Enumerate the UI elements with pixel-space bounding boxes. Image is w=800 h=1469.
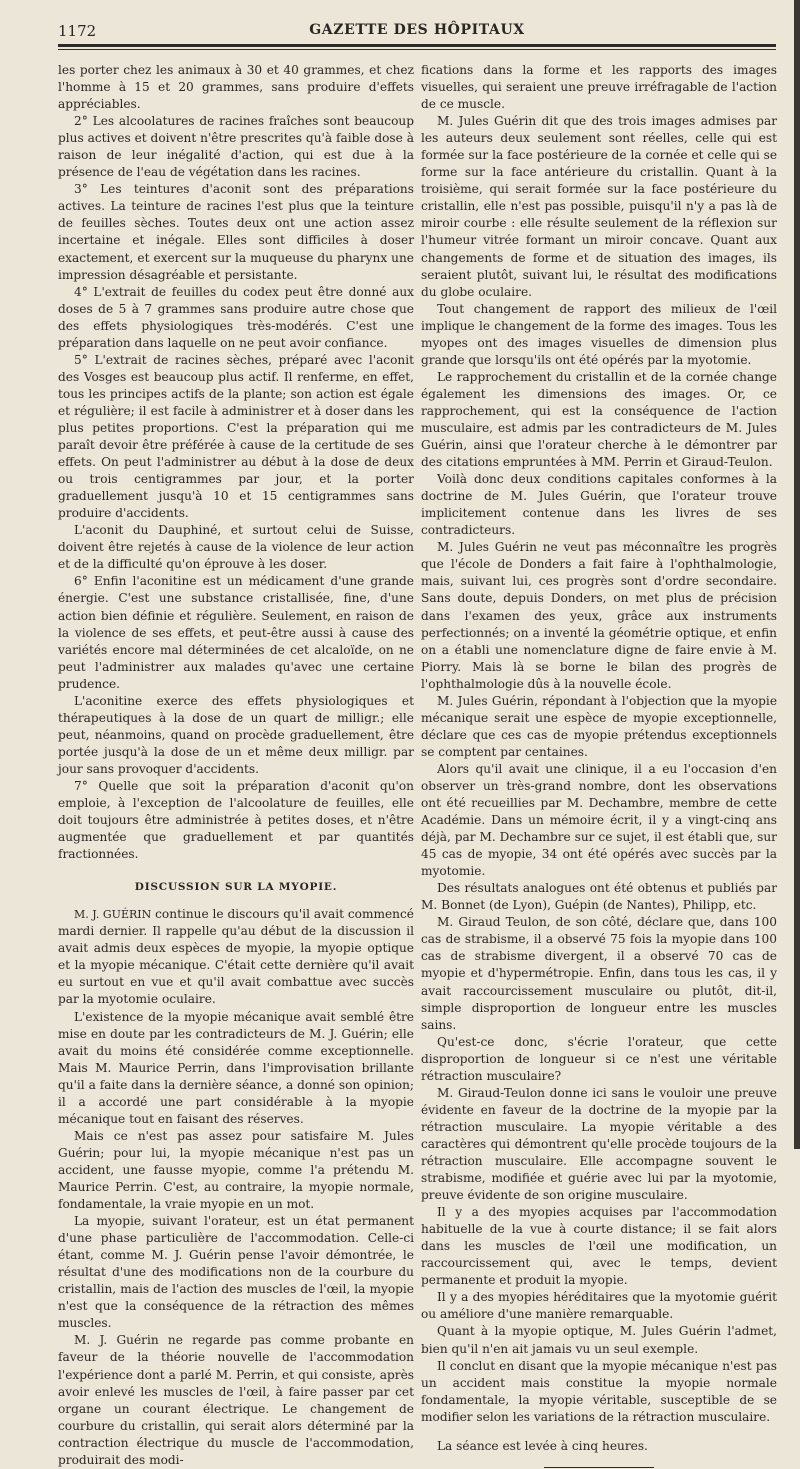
paragraph: Tout changement de rapport des milieux de l'œil implique le changement de la forme des images. Tous les myopes ont des images visuelles de dimension plus grande que lorsqu'ils ont été opérés par la myotomie.: [421, 301, 777, 367]
paragraph: M. Jules Guérin, répondant à l'objection que la myopie mécanique serait une espèce de myopie exceptionnelle, déclare que ces cas de myopie prétendus exceptionnels se comptent par centaines.: [421, 693, 777, 759]
paragraph: Le rapprochement du cristallin et de la cornée change également les dimensions des images. Or, ce rapprochement, qui est la conséquence de l'action musculaire, est admis par les contradicteurs de M. Jules Guérin, ainsi que l'orateur cherche à le démontrer par des citations empruntées à MM. Perrin et Giraud-Teulon.: [421, 369, 777, 470]
speaker-name: M. J. GUÉRIN: [74, 908, 152, 922]
paragraph: 5° L'extrait de racines sèches, préparé avec l'aconit des Vosges est beaucoup plus actif. Il renferme, en effet, tous les principes actifs de la plante; son action est égale et régulière; il est facile à administrer et à doser dans les plus petites proportions. C'est la préparation qui me paraît devoir être préférée à cause de la certitude de ses effets. On peut l'administrer au début à la dose de deux ou trois centigrammes par jour, et la porter graduellement jusqu'à 10 et 15 centigrammes sans produire d'accidents.: [58, 352, 414, 521]
paragraph: les porter chez les animaux à 30 et 40 grammes, et chez l'homme à 15 et 20 grammes, sans produire d'effets appréciables.: [58, 63, 414, 112]
left-column: [58, 62, 414, 1469]
paragraph: M. Giraud Teulon, de son côté, déclare que, dans 100 cas de strabisme, il a observé 75 fois la myopie dans 100 cas de strabisme divergent, il a observé 70 cas de myopie et d'hypermétropie. Enfin, dans tous les cas, il y avait raccourcissement musculaire ou plutôt, dit-il, simple disproportion de longueur entre les muscles sains.: [421, 915, 777, 1032]
paragraph: 3° Les teintures d'aconit sont des préparations actives. La teinture de racines l'est plus que la teinture de feuilles sèches. Toutes deux ont une action assez incertaine et inégale. Elles sont difficiles à doser exactement, et exercent sur la muqueuse du pharynx une impression désagréable et persistante.: [58, 182, 414, 282]
page-number: 1172: [58, 22, 97, 40]
right-column: [421, 62, 777, 1468]
paragraph: M. Giraud-Teulon donne ici sans le vouloir une preuve évidente en faveur de la doctrine de la myopie par la rétraction musculaire. La myopie véritable a des caractères qui démontrent qu'elle procède toujours de la rétraction musculaire. Elle accompagne souvent le strabisme, modifiée et guérie avec lui par la myotomie, preuve évidente de son origine musculaire.: [421, 1085, 777, 1203]
header-rule-thick: [58, 44, 776, 47]
paragraph: La myopie, suivant l'orateur, est un état permanent d'une phase particulière de l'accommodation. Celle-ci étant, comme M. J. Guérin pense l'avoir démontrée, le résultat d'une des modifications non de la courbure du cristallin, mais de l'action des muscles de l'œil, la myopie n'est que la conséquence de la rétraction des mêmes muscles.: [58, 1214, 414, 1331]
section-heading: DISCUSSION SUR LA MYOPIE.: [134, 881, 338, 894]
closing-line: La séance est levée à cinq heures.: [437, 1438, 648, 1453]
paragraph: M. Jules Guérin ne veut pas méconnaître les progrès que l'école de Donders a fait faire à l'ophthalmologie, mais, suivant lui, ces progrès sont d'ordre secondaire. Sans doute, depuis Donders, on met plus de précision dans l'examen des yeux, grâce aux instruments perfectionnés; on a inventé la géométrie optique, et enfin on a établi une nomenclature digne de faire envie à M. Piorry. Mais là se borne le bilan des progrès de l'ophthalmologie dûs à la nouvelle école.: [421, 540, 777, 691]
paragraph: L'aconit du Dauphiné, et surtout celui de Suisse, doivent être rejetés à cause de la violence de leur action et de la difficulté qu'on éprouve à les doser.: [58, 523, 414, 572]
page-edge: [794, 0, 800, 1149]
paragraph: Quant à la myopie optique, M. Jules Guérin l'admet, bien qu'il n'en ait jamais vu un seul exemple.: [421, 1324, 777, 1356]
paragraph: Des résultats analogues ont été obtenus et publiés par M. Bonnet (de Lyon), Guépin (de Nantes), Philipp, etc.: [421, 881, 777, 913]
end-rule: [544, 1467, 654, 1468]
paragraph: Mais ce n'est pas assez pour satisfaire M. Jules Guérin; pour lui, la myopie mécanique n'est pas un accident, une fausse myopie, comme l'a prétendu M. Maurice Perrin. C'est, au contraire, la myopie normale, fondamentale, la vraie myopie en un mot.: [58, 1128, 414, 1212]
journal-title: GAZETTE DES HÔPITAUX: [309, 22, 525, 38]
paragraph: 4° L'extrait de feuilles du codex peut être donné aux doses de 5 à 7 grammes sans produire autre chose que des effets physiologiques très-modérés. C'est une préparation dans laquelle on ne peut avoir confiance.: [58, 284, 414, 350]
page-header: [58, 20, 776, 44]
paragraph: Voilà donc deux conditions capitales conformes à la doctrine de M. Jules Guérin, que l'orateur trouve implicitement contenue dans les livres de ses contradicteurs.: [421, 472, 777, 538]
header-rule-thin: [58, 49, 776, 50]
paragraph: Il y a des myopies acquises par l'accommodation habituelle de la vue à courte distance; il se fait alors dans les muscles de l'œil une modification, un raccourcissement qui, avec le temps, devient permanente et produit la myopie.: [421, 1205, 777, 1288]
paragraph: Qu'est-ce donc, s'écrie l'orateur, que cette disproportion de longueur si ce n'est une véritable rétraction musculaire?: [421, 1034, 777, 1083]
paragraph: Alors qu'il avait une clinique, il a eu l'occasion d'en observer un très-grand nombre, dont les observations ont été recueillies par M. Dechambre, membre de cette Académie. Dans un mémoire écrit, il y a vingt-cinq ans déjà, par M. Dechambre sur ce sujet, il est établi que, sur 45 cas de myopie, 34 ont été opérés avec succès par la myotomie.: [421, 761, 777, 879]
paragraph: L'existence de la myopie mécanique avait semblé être mise en doute par les contradicteurs de M. J. Guérin; elle avait du moins été considérée comme exceptionnelle. Mais M. Maurice Perrin, dans l'improvisation brillante qu'il a faite dans la dernière séance, a donné son opinion; il a accordé une part considérable à la myopie mécanique tout en faisant des réserves.: [58, 1009, 414, 1126]
paragraph: 7° Quelle que soit la préparation d'aconit qu'on emploie, à l'exception de l'alcoolature de feuilles, elle doit toujours être administrée à petites doses, et n'être augmentée que graduellement et par quantités fractionnées.: [58, 778, 414, 862]
paragraph: Il y a des myopies héréditaires que la myotomie guérit ou améliore d'une manière remarquable.: [421, 1290, 777, 1322]
paragraph: 2° Les alcoolatures de racines fraîches sont beaucoup plus actives et doivent n'être prescrites qu'à faible dose à raison de leur inégalité d'action, qui est due à la présence de l'eau de végétation dans les racines.: [58, 114, 414, 180]
paragraph: 6° Enfin l'aconitine est un médicament d'une grande énergie. C'est une substance cristallisée, fine, d'une action bien définie et régulière. Seulement, en raison de la violence de ses effets, et peut-être aussi à cause des variétés encore mal déterminées de cet alcaloïde, on ne peut l'administrer aux malades qu'avec une certaine prudence.: [58, 574, 414, 691]
paragraph: Il conclut en disant que la myopie mécanique n'est pas un accident mais constitue la myopie normale fondamentale, la myopie véritable, susceptible de se modifier selon les variations de la rétraction musculaire.: [421, 1358, 777, 1424]
paragraph: M. J. Guérin ne regarde pas comme probante en faveur de la théorie nouvelle de l'accommodation l'expérience dont a parlé M. Perrin, et qui consiste, après avoir enlevé les muscles de l'œil, à faire passer par cet organe un courant électrique. Le changement de courbure du cristallin, qui serait alors déterminé par la contraction électrique du muscle de l'accommodation, produirait des modi-: [58, 1333, 414, 1467]
paragraph: M. Jules Guérin dit que des trois images admises par les auteurs deux seulement sont réelles, celle qui est formée sur la face postérieure de la cornée et celle qui se forme sur la face antérieure du cristallin. Quant à la troisième, qui serait formée sur la face postérieure du cristallin, elle n'est pas possible, puisqu'il n'y a pas là de miroir courbe : elle résulte seulement de la réflexion sur l'humeur vitrée formant un miroir concave. Quant aux changements de forme et de situation des images, ils seraient plutôt, suivant lui, le résultat des modifications du globe oculaire.: [421, 114, 777, 299]
paragraph: [58, 906, 414, 1008]
paragraph: fications dans la forme et les rapports des images visuelles, qui seraient une preuve irréfragable de l'action de ce muscle.: [421, 63, 777, 112]
paragraph-text: continue le discours qu'il avait commencé mardi dernier. Il rappelle qu'au début de la discussion il avait admis deux espèces de myopie, la myopie optique et la myopie mécanique. C'était cette dernière qu'il avait eu surtout en vue et qu'il avait combattue avec succès par la myotomie oculaire.: [58, 907, 414, 1007]
paragraph: L'aconitine exerce des effets physiologiques et thérapeutiques à la dose de un quart de milligr.; elle peut, néanmoins, quand on procède graduellement, être portée jusqu'à la dose de un et même deux milligr. par jour sans provoquer d'accidents.: [58, 693, 414, 776]
